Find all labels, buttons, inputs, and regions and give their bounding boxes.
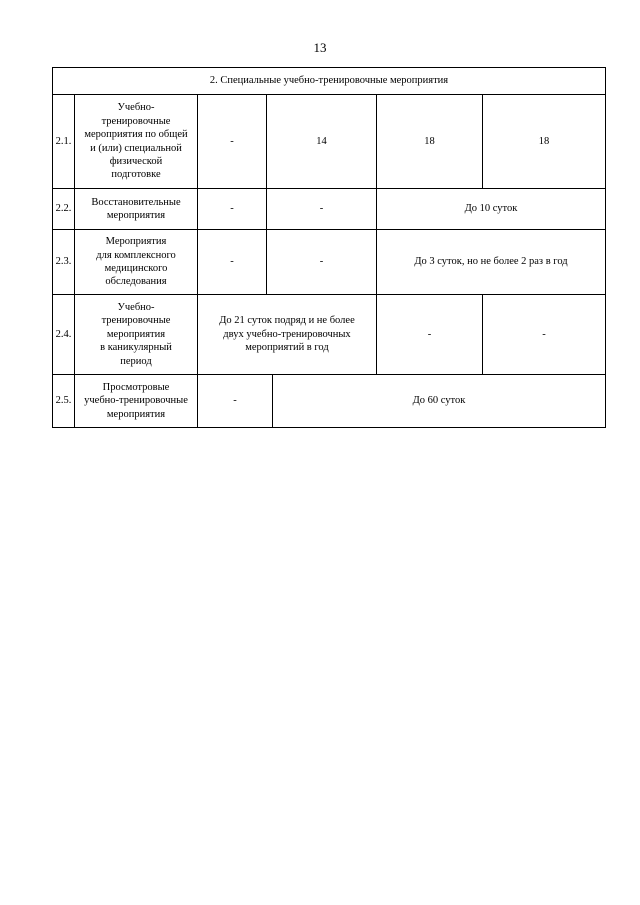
table-cell: -	[197, 189, 266, 229]
table-cell: 18	[482, 95, 605, 188]
table-cell: -	[266, 189, 376, 229]
table-cell: -	[197, 375, 272, 427]
table-cell-text: До 21 суток подряд и не более двух учебно-тренировочных мероприятий в год	[219, 315, 355, 354]
row-number: 2.5.	[55, 395, 72, 407]
table-cell	[197, 295, 376, 374]
table-row	[53, 294, 605, 374]
table-cell: -	[197, 230, 266, 294]
table-cell: -	[376, 295, 482, 374]
row-name	[74, 295, 197, 374]
table-cell: До 3 суток, но не более 2 раз в год	[376, 230, 605, 294]
row-name	[74, 375, 197, 427]
table-row	[53, 188, 605, 229]
row-name-text: Мероприятия для комплексного медицинского обследования	[96, 236, 176, 288]
table-row	[53, 229, 605, 294]
events-table	[52, 67, 606, 428]
row-name-text: Просмотровые учебно-тренировочные мероприятия	[84, 381, 188, 420]
table-cell: До 60 суток	[272, 375, 605, 427]
page-number: 13	[313, 40, 327, 55]
table-cell: -	[266, 230, 376, 294]
row-number: 2.1.	[55, 135, 72, 147]
section-title: 2. Специальные учебно-тренировочные мероприятия	[209, 75, 449, 87]
row-name	[74, 230, 197, 294]
row-number: 2.4.	[55, 328, 72, 340]
row-number: 2.2.	[55, 203, 72, 215]
table-cell: -	[197, 95, 266, 188]
row-name-text: Учебно- тренировочные мероприятия по общей и (или) специальной физической подготовке	[84, 102, 188, 181]
row-name	[74, 189, 197, 229]
table-cell: -	[482, 295, 605, 374]
row-name-text: Восстановительные мероприятия	[91, 196, 181, 221]
table-row	[53, 94, 605, 188]
row-name	[74, 95, 197, 188]
row-number: 2.3.	[55, 256, 72, 268]
table-cell: До 10 суток	[376, 189, 605, 229]
table-cell: 14	[266, 95, 376, 188]
table-cell: 18	[376, 95, 482, 188]
table-row	[53, 374, 605, 427]
section-header-row	[53, 68, 605, 94]
row-name-text: Учебно- тренировочные мероприятия в каникулярный период	[100, 301, 172, 367]
